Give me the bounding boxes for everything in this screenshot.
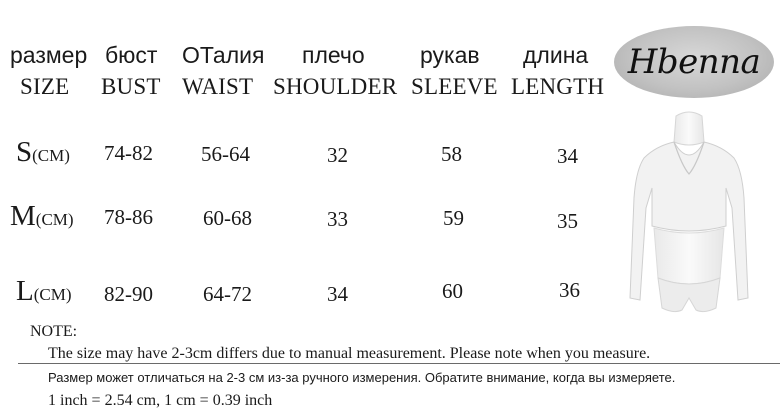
note-russian: Размер может отличаться на 2-3 см из-за ручного измерения. Обратите внимание, когда вы измеряете. — [48, 370, 676, 385]
header-waist-ru: ОТалия — [182, 42, 265, 68]
size-letter: L — [16, 275, 34, 307]
note-english: The size may have 2-3cm differs due to manual measurement. Please note when you measure. — [48, 345, 651, 362]
shoulder-m: 33 — [327, 207, 348, 231]
shoulder-l: 34 — [327, 282, 348, 306]
size-letter: M — [10, 200, 36, 232]
header-length-en: LENGTH — [511, 74, 605, 99]
size-unit: (CM) — [35, 210, 74, 229]
size-letter: S — [16, 136, 33, 168]
size-label-l — [16, 275, 72, 308]
header-shoulder-ru: плечо — [302, 42, 365, 68]
size-unit: (CM) — [33, 285, 72, 304]
note-label: NOTE: — [30, 323, 78, 340]
bust-m: 78-86 — [104, 205, 153, 229]
size-unit: (CM) — [32, 146, 70, 165]
bust-l: 82-90 — [104, 282, 153, 306]
unit-conversion: 1 inch = 2.54 cm, 1 cm = 0.39 inch — [48, 392, 273, 409]
header-waist-en: WAIST — [182, 74, 254, 99]
sleeve-l: 60 — [442, 279, 463, 303]
header-size-ru: размер — [10, 42, 88, 68]
brand-logo-text: Hbenna — [627, 42, 761, 82]
bust-s: 74-82 — [104, 141, 153, 165]
header-bust-en: BUST — [101, 74, 161, 99]
sleeve-s: 58 — [441, 142, 462, 166]
sleeve-m: 59 — [443, 206, 464, 230]
header-length-ru: длина — [523, 42, 589, 68]
waist-l: 64-72 — [203, 282, 252, 306]
length-s: 34 — [557, 144, 578, 168]
header-bust-ru: бюст — [105, 42, 158, 68]
size-label-m — [10, 200, 74, 233]
length-m: 35 — [557, 209, 578, 233]
size-label-s — [16, 136, 70, 169]
length-l: 36 — [559, 278, 580, 302]
product-image — [616, 108, 762, 322]
waist-m: 60-68 — [203, 206, 252, 230]
header-sleeve-ru: рукав — [420, 42, 480, 68]
shoulder-s: 32 — [327, 143, 348, 167]
brand-logo — [614, 26, 774, 98]
note-divider — [18, 363, 780, 364]
header-size-en: SIZE — [20, 74, 70, 99]
header-shoulder-en: SHOULDER — [273, 74, 398, 99]
header-sleeve-en: SLEEVE — [411, 74, 498, 99]
waist-s: 56-64 — [201, 142, 250, 166]
